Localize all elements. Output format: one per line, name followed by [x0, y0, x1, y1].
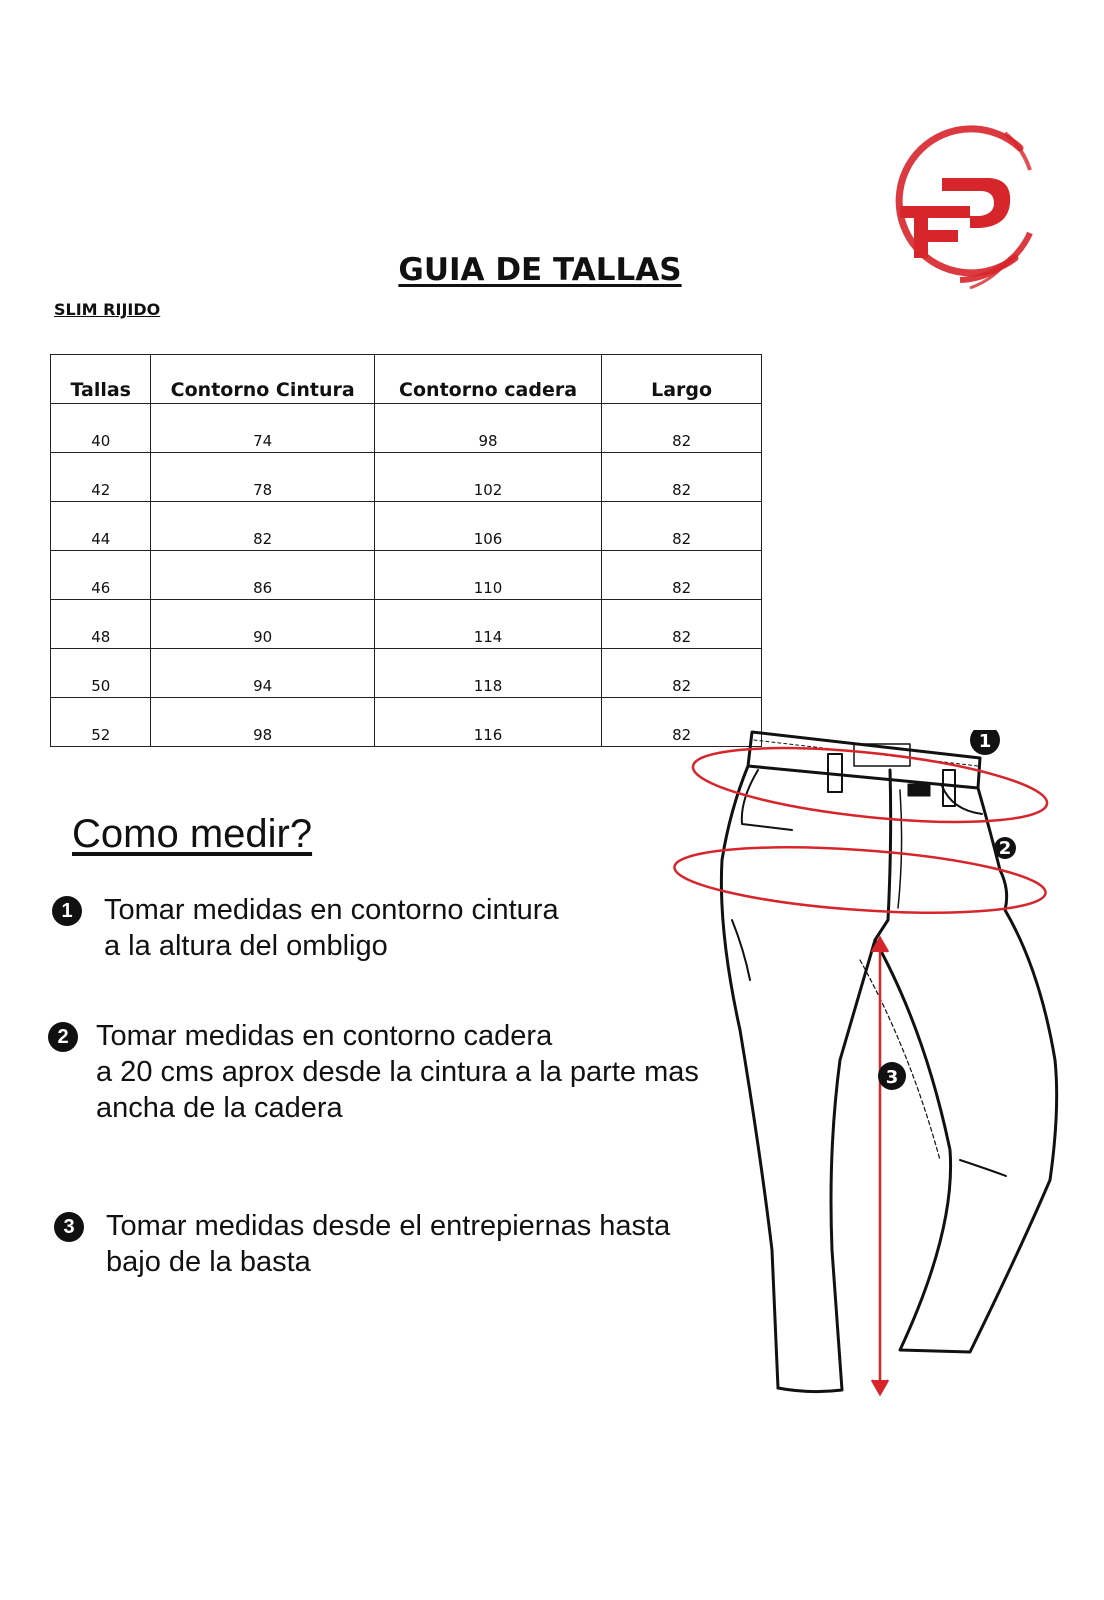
brand-logo-icon — [870, 108, 1040, 293]
cell-cintura: 82 — [151, 502, 374, 551]
cell-cintura: 86 — [151, 551, 374, 600]
cell-largo: 82 — [602, 551, 762, 600]
page-title: GUIA DE TALLAS — [398, 252, 682, 288]
step-3-line-1: Tomar medidas desde el entrepiernas hasta — [106, 1210, 671, 1242]
step-1-line-1: Tomar medidas en contorno cintura — [104, 894, 559, 926]
jeans-measurement-diagram-icon — [660, 730, 1080, 1430]
cell-largo: 82 — [602, 698, 762, 747]
step-2-line-3: ancha de la cadera — [96, 1092, 343, 1124]
cell-talla: 46 — [51, 551, 151, 600]
cell-talla: 44 — [51, 502, 151, 551]
step-1-line-2: a la altura del ombligo — [104, 930, 388, 962]
how-to-measure-title: Como medir? — [72, 812, 313, 856]
table-row — [51, 404, 762, 453]
cell-talla: 40 — [51, 404, 151, 453]
cell-largo: 82 — [602, 600, 762, 649]
header-contorno-cintura: Contorno Cintura — [151, 355, 374, 404]
step-number-badge: 1 — [52, 896, 82, 926]
cell-cintura: 78 — [151, 453, 374, 502]
cell-talla: 50 — [51, 649, 151, 698]
cell-talla: 48 — [51, 600, 151, 649]
cell-cadera: 98 — [374, 404, 601, 453]
header-contorno-cadera: Contorno cadera — [374, 355, 601, 404]
diagram-marker-3: 3 — [885, 1067, 899, 1088]
size-table — [50, 354, 762, 747]
diagram-marker-2: 2 — [998, 838, 1012, 859]
step-number-badge: 2 — [48, 1022, 78, 1052]
table-header-row — [51, 355, 762, 404]
table-row — [51, 453, 762, 502]
table-row — [51, 551, 762, 600]
table-row — [51, 649, 762, 698]
cell-cadera: 110 — [374, 551, 601, 600]
cell-cadera: 116 — [374, 698, 601, 747]
diagram-marker-1: 1 — [978, 731, 992, 752]
step-2-line-1: Tomar medidas en contorno cadera — [96, 1020, 553, 1052]
cell-cintura: 94 — [151, 649, 374, 698]
cell-cintura: 90 — [151, 600, 374, 649]
table-row — [51, 698, 762, 747]
cell-largo: 82 — [602, 404, 762, 453]
cell-talla: 52 — [51, 698, 151, 747]
step-3-line-2: bajo de la basta — [106, 1246, 311, 1278]
table-row — [51, 502, 762, 551]
cell-cintura: 98 — [151, 698, 374, 747]
cell-talla: 42 — [51, 453, 151, 502]
cell-cadera: 118 — [374, 649, 601, 698]
table-row — [51, 600, 762, 649]
cell-largo: 82 — [602, 453, 762, 502]
product-subtitle: SLIM RIJIDO — [54, 300, 161, 319]
cell-largo: 82 — [602, 502, 762, 551]
cell-cadera: 102 — [374, 453, 601, 502]
cell-largo: 82 — [602, 649, 762, 698]
cell-cadera: 106 — [374, 502, 601, 551]
header-largo: Largo — [602, 355, 762, 404]
step-number-badge: 3 — [54, 1212, 84, 1242]
header-tallas: Tallas — [51, 355, 151, 404]
cell-cintura: 74 — [151, 404, 374, 453]
cell-cadera: 114 — [374, 600, 601, 649]
step-2-line-2: a 20 cms aprox desde la cintura a la parte mas — [96, 1056, 699, 1088]
